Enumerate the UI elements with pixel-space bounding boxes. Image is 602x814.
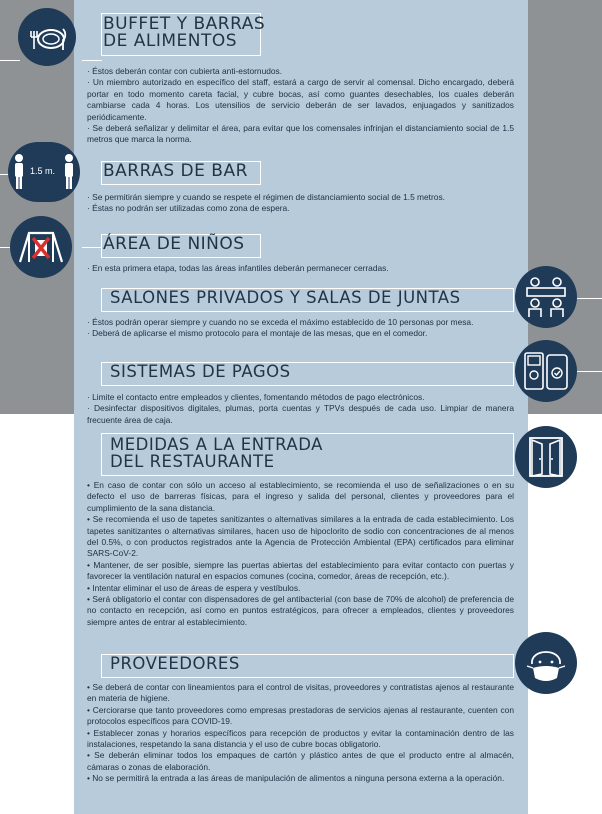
list-item: · Éstos podrán operar siempre y cuando no se exceda el máximo establecido de 10 personas por mesa.: [87, 317, 474, 327]
list-item: · Desinfectar dispositivos digitales, plumas, porta cuentas y TPVs después de cada uso. Limpiar de manera frecuente área de caja.: [87, 403, 514, 425]
list-item: · En esta primera etapa, todas las áreas infantiles deberán permanecer cerradas.: [87, 263, 389, 273]
list-item: • Se recomienda el uso de tapetes sanitizantes o alternativas similares a la entrada de cada establecimiento. Los tapetes sanitizantes o alternativas similares, hacen uso de hipoclorito de sodio con concentraciones de al menos del 0.5%, o con productos registrados ante la Agencia de Protección Ambiental (EPA) certificados para eliminar SARS-CoV-2.: [87, 514, 514, 559]
playground-closed-icon: [10, 216, 72, 278]
list-item: · Deberá de aplicarse el mismo protocolo para el montaje de las mesas, que en el comedor.: [87, 328, 428, 339]
section-body-proveedores: [87, 682, 514, 785]
list-item: • No se permitirá la entrada a las áreas de manipulación de alimentos a ninguna persona externa a la operación.: [87, 773, 505, 784]
section-body-kids: [87, 263, 514, 274]
list-item: • Será obligatorio el contar con dispensadores de gel antibacterial (con base de 70% de alcohol) de preferencia de no contacto en recepción, así como en puntos estratégicos, para ofrecer a empleados, clientes y proveedores siempre antes de entrar al establecimiento.: [87, 594, 514, 627]
distance-label: 1.5 m.: [30, 166, 56, 176]
list-item: · Se permitirán siempre y cuando se respete el régimen de distanciamiento social de 1.5 metros.: [87, 192, 445, 202]
meeting-table-icon: [515, 266, 577, 328]
section-body-entrada: [87, 480, 514, 628]
section-body-buffet: [87, 66, 514, 146]
divider-line: [0, 247, 10, 248]
section-body-pagos: [87, 392, 514, 426]
section-title-buffet: BUFFET Y BARRAS DE ALIMENTOS: [103, 14, 266, 52]
list-item: • Intentar eliminar el uso de áreas de espera y vestíbulos.: [87, 582, 301, 593]
list-item: • Cerciorarse que tanto proveedores como empresas prestadoras de servicios ajenas al restaurante, cuenten con protocolos específicos para COVID-19.: [87, 704, 514, 727]
divider-line: [0, 60, 20, 61]
list-item: · Éstas no podrán ser utilizadas como zona de espera.: [87, 203, 290, 214]
section-body-salones: [87, 317, 514, 340]
divider-line: [82, 60, 102, 61]
divider-line: [82, 247, 102, 248]
open-door-icon: [515, 426, 577, 488]
section-title-pagos: SISTEMAS DE PAGOS: [110, 362, 291, 381]
section-title-salones: SALONES PRIVADOS Y SALAS DE JUNTAS: [110, 288, 461, 307]
list-item: · Éstos deberán contar con cubierta anti-estornudos.: [87, 66, 283, 76]
section-title-bar: BARRAS DE BAR: [103, 161, 248, 181]
section-title-entrada: MEDIDAS A LA ENTRADA DEL RESTAURANTE: [110, 435, 323, 471]
face-mask-icon: [515, 632, 577, 694]
section-body-bar: [87, 192, 514, 215]
list-item: • Se deberá de contar con lineamientos para el control de visitas, proveedores y contratistas ajenos al restaurante en materia de higiene.: [87, 682, 514, 704]
payment-terminal-icon: [515, 340, 577, 402]
list-item: · Limite el contacto entre empleados y clientes, fomentando métodos de pago electrónicos.: [87, 392, 425, 402]
list-item: • Se deberán eliminar todos los empaques de cartón y plástico antes de que el producto entre al almacén, cámaras o zonas de elaboración.: [87, 750, 514, 772]
list-item: • En caso de contar con sólo un acceso al establecimiento, se recomienda el uso de señalizaciones o en su defecto el uso de barreras físicas, para el ingreso y salida del personal, clientes y proveedores para el cumplimiento de la sana distancia.: [87, 480, 514, 513]
section-title-proveedores: PROVEEDORES: [110, 654, 240, 673]
list-item: · Se deberá señalizar y delimitar el área, para evitar que los comensales infrinjan el distanciamiento social de 1.5 metros que marca la norma.: [87, 123, 514, 145]
plate-cutlery-icon: [18, 8, 76, 66]
section-title-kids: ÁREA DE NIÑOS: [103, 234, 245, 254]
list-item: • Establecer zonas y horarios específicos para recepción de productos y evitar la contaminación dentro de las instalaciones, respetando la sana distancia y el uso de cubre bocas obligatorio.: [87, 727, 514, 750]
list-item: • Mantener, de ser posible, siempre las puertas abiertas del establecimiento para evitar contacto con puertas y favorecer la ventilación natural en espacios comunes (cocina, comedor, áreas de recepción, etc.).: [87, 559, 514, 582]
list-item: · Un miembro autorizado en específico del staff, estará a cargo de servir al comensal. Dicho encargado, deberá portar en todo momento careta facial, y cubre bocas, así como guantes desechables, los cuales deberán cambiarse cada 4 horas. Los utensilios de servicio deberán de ser lavados, enjuagados y sanitizados periódicamente.: [87, 77, 514, 122]
